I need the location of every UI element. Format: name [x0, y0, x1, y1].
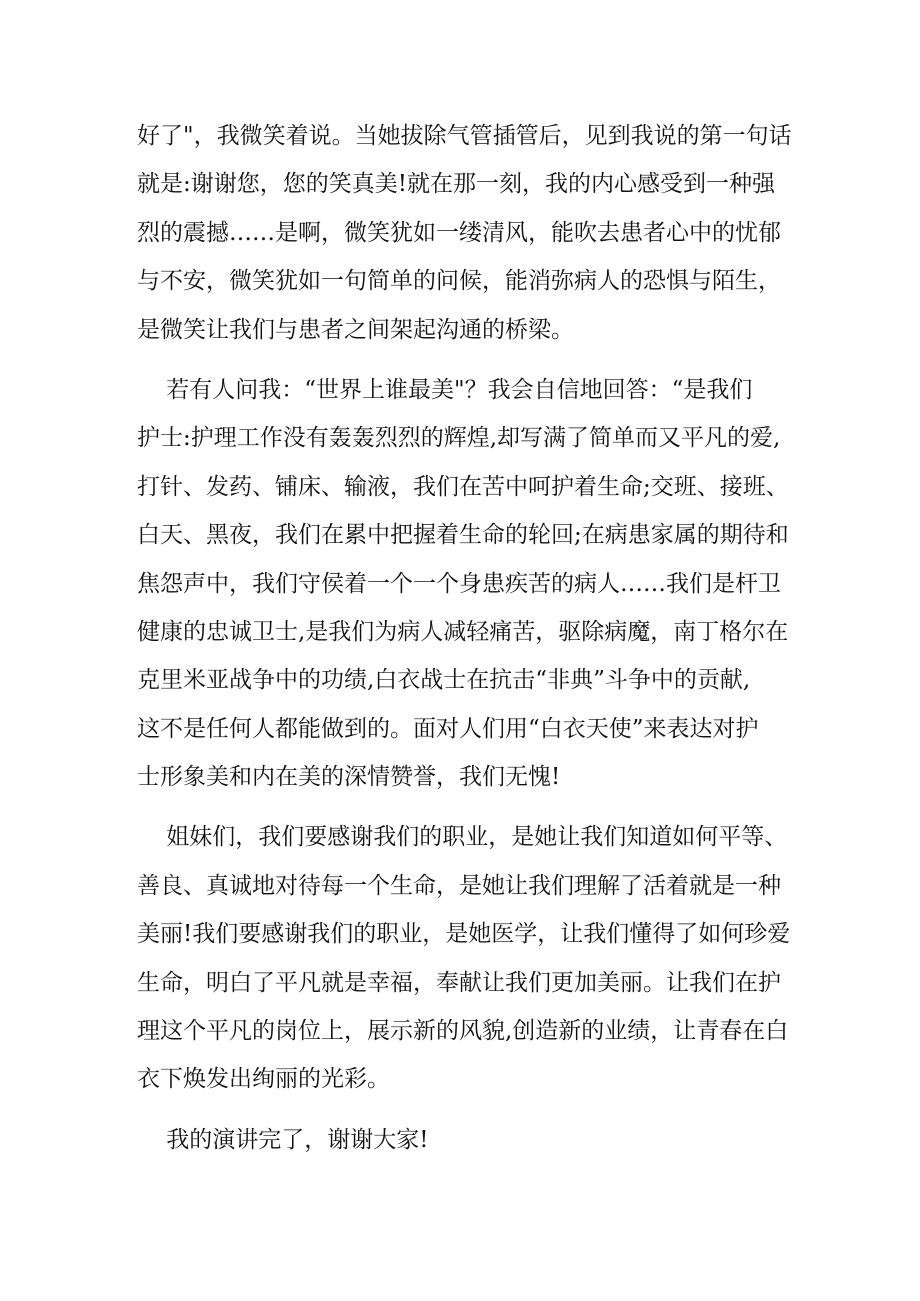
- text-line: 若有人问我：“世界上谁最美"？我会自信地回答：“是我们: [137, 376, 753, 403]
- paragraph: [137, 813, 797, 1103]
- paragraph: [137, 112, 797, 354]
- text-line: 护士:护理工作没有轰轰烈烈的辉煌,却写满了简单而又平凡的爱,: [137, 425, 781, 452]
- text-line: 美丽!我们要感谢我们的职业，是她医学，让我们懂得了如何珍爱: [137, 921, 791, 948]
- text-line: 好了"，我微笑着说。当她拔除气管插管后，见到我说的第一句话: [137, 123, 792, 149]
- text-line: 生命，明白了平凡就是幸福，奉献让我们更加美丽。让我们在护: [137, 969, 781, 996]
- text-line: 与不安，微笑犹如一句简单的问候，能消弥病人的恐惧与陌生，: [137, 268, 781, 295]
- paragraph: [137, 366, 797, 802]
- text-line: 善良、真诚地对待每一个生命，是她让我们理解了活着就是一种: [137, 872, 781, 899]
- speech-text: [137, 112, 797, 1164]
- text-line: 就是:谢谢您，您的笑真美!就在那一刻，我的内心感受到一种强: [137, 171, 775, 198]
- text-line: 克里米亚战争中的功绩,白衣战士在抗击“非典”斗争中的贡献,: [137, 667, 751, 694]
- text-line: 理这个平凡的岗位上，展示新的风貌,创造新的业绩，让青春在白: [137, 1018, 789, 1045]
- text-line: 打针、发药、铺床、输液，我们在苦中呵护着生命;交班、接班、: [137, 473, 789, 500]
- text-line: 健康的忠诚卫士,是我们为病人减轻痛苦，驱除病魔，南丁格尔在: [137, 618, 789, 645]
- text-line: 我的演讲完了，谢谢大家!: [137, 1126, 429, 1153]
- paragraph: [137, 1116, 797, 1164]
- text-line: 士形象美和内在美的深情赞誉，我们无愧!: [137, 764, 561, 791]
- text-line: 是微笑让我们与患者之间架起沟通的桥梁。: [137, 316, 574, 343]
- text-line: 烈的震撼……是啊，微笑犹如一缕清风，能吹去患者心中的忧郁: [137, 219, 781, 246]
- text-line: 这不是任何人都能做到的。面对人们用“白衣天使”来表达对护: [137, 715, 759, 742]
- text-line: 焦怨声中，我们守侯着一个一个身患疾苦的病人……我们是杆卫: [137, 570, 781, 597]
- text-line: 姐妹们，我们要感谢我们的职业，是她让我们知道如何平等、: [137, 824, 788, 851]
- paragraph-gap: [137, 801, 797, 813]
- text-line: 衣下焕发出绚丽的光彩。: [137, 1066, 390, 1093]
- text-line: 白天、黑夜，我们在累中把握着生命的轮回;在病患家属的期待和: [137, 522, 789, 549]
- paragraph-gap: [137, 1104, 797, 1116]
- paragraph-gap: [137, 354, 797, 366]
